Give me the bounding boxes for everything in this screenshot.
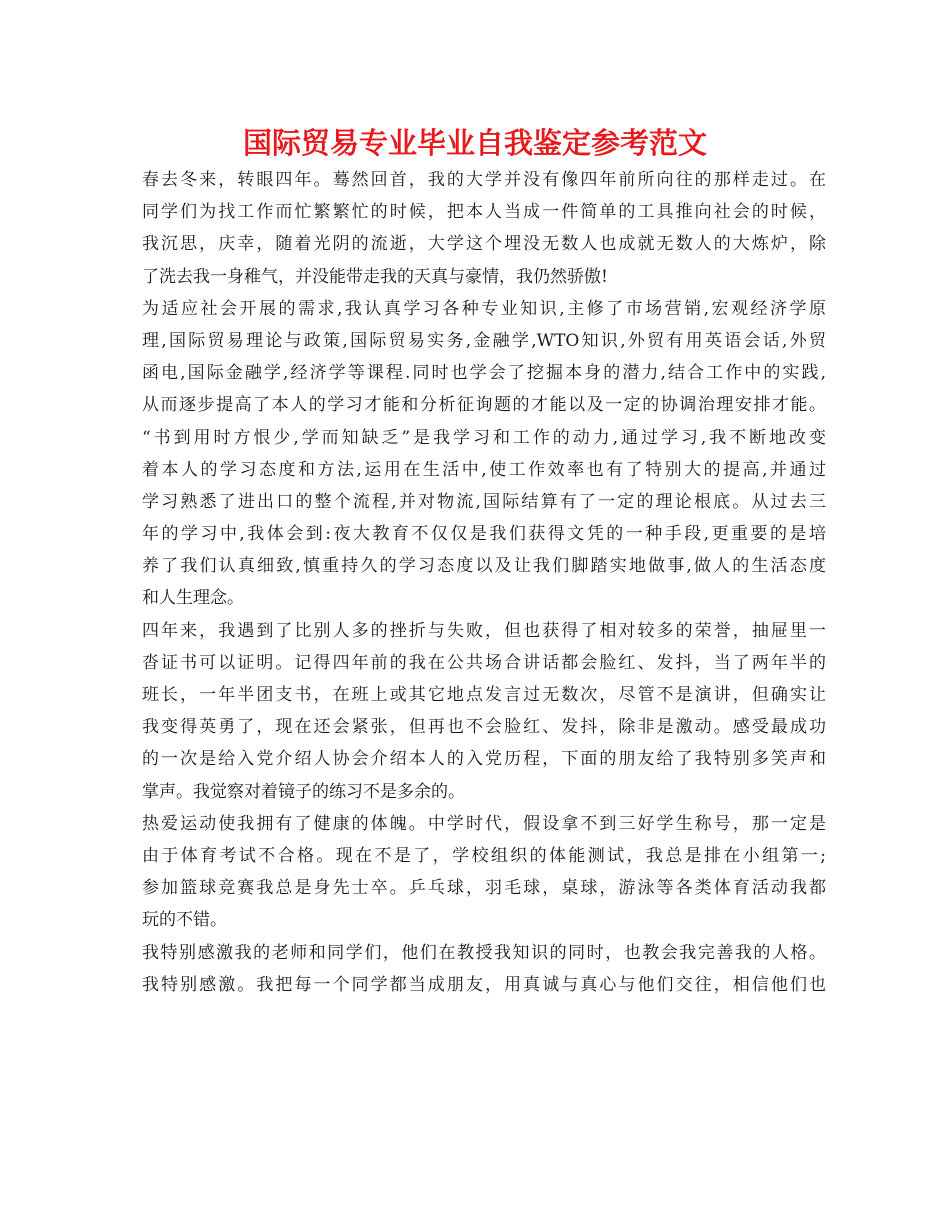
body-line: 我沉思，庆幸，随着光阴的流逝，大学这个埋没无数人也成就无数人的大炼炉，除: [142, 234, 826, 255]
body-line: 由于体育考试不合格。现在不是了，学校组织的体能测试，我总是排在小组第一;: [142, 845, 826, 866]
body-line: 四年来，我遇到了比别人多的挫折与失败，但也获得了相对较多的荣誉，抽屉里一: [142, 620, 826, 641]
body-line: “书到用时方恨少,学而知缺乏”是我学习和工作的动力,通过学习,我不断地改变: [142, 427, 826, 448]
body-line: 了洗去我一身稚气，并没能带走我的天真与豪情，我仍然骄傲!: [142, 266, 608, 287]
body-line: 的一次是给入党介绍人协会介绍本人的入党历程，下面的朋友给了我特别多笑声和: [142, 749, 826, 770]
body-line: 玩的不错。: [142, 910, 227, 931]
body-line: 春去冬来，转眼四年。蓦然回首，我的大学并没有像四年前所向往的那样走过。在: [142, 170, 826, 190]
body-line: 函电,国际金融学,经济学等课程.同时也学会了挖掘本身的潜力,结合工作中的实践,: [142, 363, 826, 384]
body-line: 热爱运动使我拥有了健康的体魄。中学时代，假设拿不到三好学生称号，那一定是: [142, 813, 826, 834]
body-line: 为适应社会开展的需求,我认真学习各种专业知识,主修了市场营销,宏观经济学原: [142, 298, 826, 319]
body-line: 班长，一年半团支书，在班上或其它地点发言过无数次，尽管不是演讲，但确实让: [142, 685, 826, 705]
body-line: 我特别感激。我把每一个同学都当成朋友，用真诚与真心与他们交往，相信他们也: [142, 974, 826, 995]
body-line: 我特别感激我的老师和同学们，他们在教授我知识的同时，也教会我完善我的人格。: [142, 942, 826, 963]
body-line: 参加篮球竞赛我总是身先士卒。乒乓球，羽毛球，桌球，游泳等各类体育活动我都: [142, 878, 826, 899]
body-line: 养了我们认真细致,慎重持久的学习态度以及让我们脚踏实地做事,做人的生活态度: [142, 556, 826, 577]
document-title: 国际贸易专业毕业自我鉴定参考范文: [242, 126, 707, 160]
body-line: 同学们为找工作而忙繁繁忙的时候，把本人当成一件简单的工具推向社会的时候，: [142, 202, 826, 223]
body-line: 我变得英勇了，现在还会紧张，但再也不会脸红、发抖，除非是激动。感受最成功: [142, 717, 826, 738]
body-line: 着本人的学习态度和方法,运用在生活中,使工作效率也有了特别大的提高,并通过: [142, 459, 826, 480]
document-body: [142, 164, 826, 1001]
body-line: 掌声。我觉察对着镜子的练习不是多余的。: [142, 781, 465, 802]
body-line: 年的学习中,我体会到:夜大教育不仅仅是我们获得文凭的一种手段,更重要的是培: [142, 524, 826, 545]
body-line: 理,国际贸易理论与政策,国际贸易实务,金融学,WTO知识,外贸有用英语会话,外贸: [142, 330, 826, 351]
body-line: 从而逐步提高了本人的学习才能和分析征询题的才能以及一定的协调治理安排才能。: [142, 395, 826, 416]
body-line: 沓证书可以证明。记得四年前的我在公共场合讲话都会脸红、发抖，当了两年半的: [142, 652, 826, 673]
body-line: 学习熟悉了进出口的整个流程,并对物流,国际结算有了一定的理论根底。从过去三: [142, 491, 826, 512]
body-line: 和人生理念。: [142, 588, 244, 609]
